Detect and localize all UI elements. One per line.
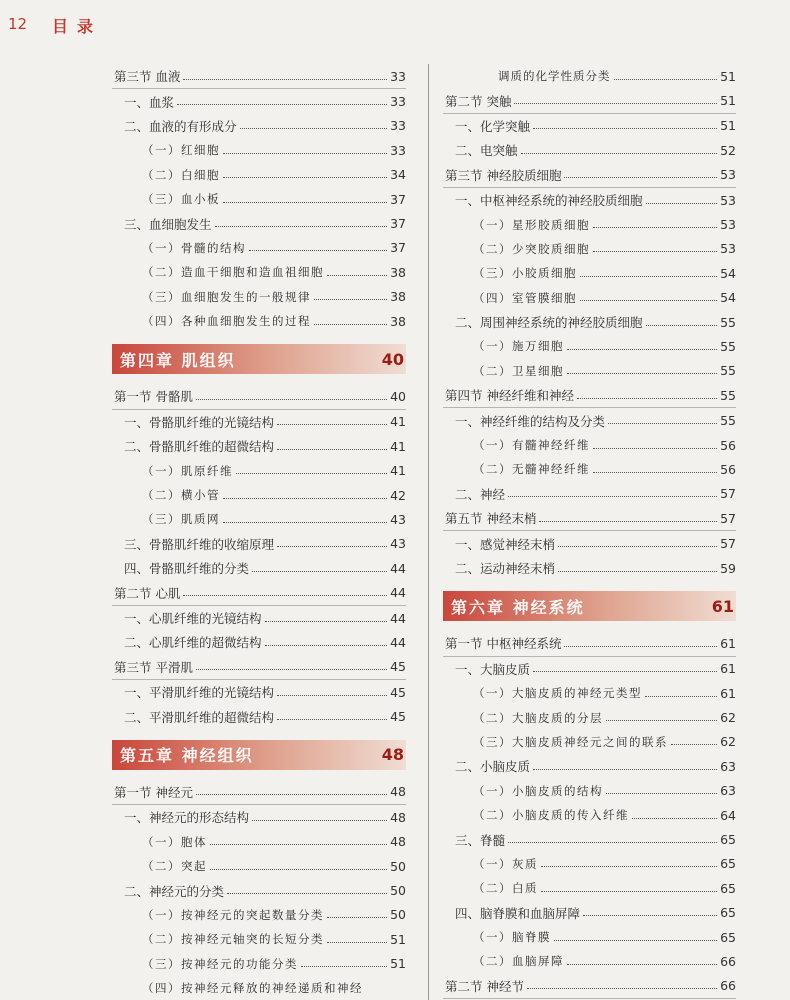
section-entry: [443, 88, 736, 113]
section-entry: [112, 384, 406, 409]
entry-page: 65: [720, 929, 736, 945]
dot-leader: [564, 177, 717, 178]
entry-page: 33: [390, 142, 406, 158]
entry-title: 二、骨骼肌纤维的超微结构: [124, 439, 275, 455]
entry-title: （二）无髓神经纤维: [473, 462, 590, 477]
toc-entry: [443, 705, 736, 729]
entry-page: 59: [720, 560, 736, 576]
dot-leader: [558, 546, 717, 547]
toc-entry: [112, 532, 406, 556]
entry-page: 57: [720, 486, 736, 502]
entry-page: 33: [390, 118, 406, 134]
dot-leader: [632, 818, 717, 819]
entry-page: 34: [390, 167, 406, 183]
entry-page: 62: [720, 710, 736, 726]
entry-title: 二、电突触: [455, 143, 518, 159]
toc-entry: [443, 852, 736, 876]
entry-title: 一、中枢神经系统的神经胶质细胞: [455, 193, 643, 209]
page-number: 12: [8, 15, 28, 33]
dot-leader: [564, 646, 717, 647]
entry-title: 三、脊髓: [455, 832, 506, 848]
entry-title: 二、心肌纤维的超微结构: [124, 635, 262, 651]
dot-leader: [327, 917, 387, 918]
toc-entry: [443, 408, 736, 432]
toc-entry: [112, 89, 406, 113]
toc-entry: [443, 779, 736, 803]
entry-page: 50: [390, 907, 406, 923]
entry-page: 33: [390, 94, 406, 110]
section-entry: [112, 655, 406, 680]
entry-page: 63: [720, 758, 736, 774]
dot-leader: [314, 299, 387, 300]
entry-title: （三）血小板: [142, 192, 220, 207]
entry-title: 第一节 骨骼肌: [114, 389, 193, 405]
toc-entry: [112, 556, 406, 580]
toc-entry: [443, 657, 736, 681]
entry-title: 第一节 神经元: [114, 784, 193, 800]
dot-leader: [608, 423, 717, 424]
entry-title: （二）横小管: [142, 488, 220, 503]
toc-entry: [112, 410, 406, 434]
entry-page: 48: [390, 809, 406, 825]
entry-title: 二、神经元的分类: [124, 883, 225, 899]
dot-leader: [508, 842, 717, 843]
dot-leader: [606, 720, 717, 721]
dot-leader: [327, 275, 387, 276]
dot-leader: [558, 571, 717, 572]
entry-title: （二）小脑皮质的传入纤维: [473, 808, 629, 823]
dot-leader: [177, 104, 387, 105]
toc-entry: [112, 630, 406, 654]
entry-title: 第二节 突触: [445, 93, 512, 109]
dot-leader: [196, 399, 387, 400]
entry-page: 51: [390, 956, 406, 972]
entry-title: （一）骨髓的结构: [142, 240, 246, 255]
section-entry: [112, 780, 406, 805]
chapter-heading: [112, 344, 406, 374]
dot-leader: [223, 522, 387, 523]
toc-entry: [443, 237, 736, 261]
entry-page: 45: [390, 659, 406, 675]
dot-leader: [539, 521, 717, 522]
toc-entry: [443, 138, 736, 162]
entry-page: 41: [390, 463, 406, 479]
toc-entry: [112, 878, 406, 902]
entry-page: 66: [720, 953, 736, 969]
entry-title: 二、血液的有形成分: [124, 118, 237, 134]
page-header: [0, 0, 790, 50]
entry-title: （二）卫星细胞: [473, 363, 564, 378]
entry-page: 55: [720, 387, 736, 403]
dot-leader: [567, 964, 717, 965]
entry-title: 第五节 神经末梢: [445, 511, 537, 527]
dot-leader: [554, 940, 717, 941]
entry-title: （四）室管膜细胞: [473, 290, 577, 305]
entry-title: （四）按神经元释放的神经递质和神经: [142, 981, 363, 996]
entry-title: （二）突起: [142, 859, 207, 874]
entry-title: （三）肌质网: [142, 512, 220, 527]
entry-page: 44: [390, 634, 406, 650]
toc-entry: [443, 261, 736, 285]
entry-title: 三、骨骼肌纤维的收缩原理: [124, 536, 275, 552]
dot-leader: [567, 373, 717, 374]
toc-entry: [443, 876, 736, 900]
toc-entry: [112, 680, 406, 704]
dot-leader: [541, 891, 717, 892]
toc-entry: [443, 188, 736, 212]
toc-entry: [112, 976, 406, 1000]
entry-title: （一）有髓神经纤维: [473, 438, 590, 453]
entry-title: （二）大脑皮质的分层: [473, 710, 603, 725]
entry-title: （四）各种血细胞发生的过程: [142, 314, 311, 329]
entry-page: 37: [390, 216, 406, 232]
entry-page: 57: [720, 536, 736, 552]
column-divider: [428, 64, 429, 1000]
toc-entry: [443, 334, 736, 358]
entry-page: 53: [720, 217, 736, 233]
dot-leader: [327, 942, 387, 943]
toc-entry: [112, 830, 406, 854]
toc-entry: [112, 187, 406, 211]
dot-leader: [580, 276, 717, 277]
entry-title: （一）肌原纤维: [142, 463, 233, 478]
dot-leader: [533, 128, 717, 129]
entry-title: 第三节 血液: [114, 69, 181, 85]
toc-entry: [443, 457, 736, 481]
toc-entry: [443, 482, 736, 506]
entry-page: 53: [720, 167, 736, 183]
entry-page: 41: [390, 414, 406, 430]
dot-leader: [614, 79, 718, 80]
entry-page: 56: [720, 437, 736, 453]
entry-page: 65: [720, 905, 736, 921]
entry-title: 一、血浆: [124, 94, 175, 110]
chapter-title: 第四章 肌组织: [120, 350, 236, 370]
section-entry: [443, 974, 736, 999]
toc-entry: [112, 211, 406, 235]
dot-leader: [533, 671, 717, 672]
toc-entry: [443, 310, 736, 334]
section-entry: [443, 631, 736, 656]
entry-title: 一、平滑肌纤维的光镜结构: [124, 685, 275, 701]
entry-page: 41: [390, 438, 406, 454]
dot-leader: [277, 719, 387, 720]
chapter-page: 40: [381, 349, 404, 369]
toc-entry: [112, 458, 406, 482]
entry-title: 一、心肌纤维的光镜结构: [124, 611, 262, 626]
entry-page: 38: [390, 289, 406, 305]
dot-leader: [593, 227, 717, 228]
dot-leader: [583, 915, 717, 916]
dot-leader: [183, 595, 387, 596]
dot-leader: [210, 869, 387, 870]
chapter-title: 第五章 神经组织: [120, 746, 254, 766]
toc-entry: [112, 285, 406, 309]
entry-title: （二）血脑屏障: [473, 954, 564, 969]
entry-title: 一、大脑皮质: [455, 661, 531, 677]
toc-entry: [443, 730, 736, 754]
toc-entry: [112, 704, 406, 728]
toc-entry: [112, 138, 406, 162]
entry-page: 33: [390, 68, 406, 84]
entry-title: （二）少突胶质细胞: [473, 241, 590, 256]
entry-title: （一）小脑皮质的结构: [473, 783, 603, 798]
toc-entry: [443, 433, 736, 457]
dot-leader: [236, 473, 387, 474]
dot-leader: [265, 645, 388, 646]
entry-page: 50: [390, 858, 406, 874]
toc-entry: [443, 901, 736, 925]
toc-right-column: [443, 64, 736, 999]
entry-title: 四、骨骼肌纤维的分类: [124, 561, 250, 577]
chapter-title: 第六章 神经系统: [451, 597, 585, 617]
section-entry: [443, 383, 736, 408]
dot-leader: [646, 203, 718, 204]
entry-title: 二、平滑肌纤维的超微结构: [124, 709, 275, 725]
dot-leader: [593, 472, 717, 473]
entry-page: 44: [390, 560, 406, 576]
entry-title: 一、神经元的形态结构: [124, 810, 250, 826]
dot-leader: [577, 398, 717, 399]
dot-leader: [277, 695, 387, 696]
entry-title: （一）红细胞: [142, 143, 220, 158]
dot-leader: [196, 669, 387, 670]
entry-page: 48: [390, 834, 406, 850]
toc-entry: [112, 903, 406, 927]
toc-entry: [112, 114, 406, 138]
entry-page: 56: [720, 461, 736, 477]
entry-title: （三）血细胞发生的一般规律: [142, 289, 311, 304]
entry-title: 第二节 神经节: [445, 978, 524, 994]
dot-leader: [606, 793, 717, 794]
entry-page: 37: [390, 240, 406, 256]
entry-page: 61: [720, 661, 736, 677]
dot-leader: [252, 820, 387, 821]
toc-entry: [443, 681, 736, 705]
entry-page: 42: [390, 487, 406, 503]
entry-page: 45: [390, 709, 406, 725]
entry-title: （二）白细胞: [142, 167, 220, 182]
dot-leader: [277, 546, 387, 547]
section-entry: [112, 64, 406, 89]
dot-leader: [514, 103, 717, 104]
dot-leader: [227, 893, 387, 894]
dot-leader: [265, 621, 388, 622]
section-entry: [443, 163, 736, 188]
dot-leader: [277, 424, 387, 425]
entry-title: （三）大脑皮质神经元之间的联系: [473, 734, 668, 749]
entry-title: 二、神经: [455, 486, 506, 502]
toc-entry: [112, 163, 406, 187]
toc-entry: [443, 212, 736, 236]
toc-entry: [112, 952, 406, 976]
entry-page: 55: [720, 314, 736, 330]
entry-title: （一）灰质: [473, 856, 538, 871]
entry-title: 第一节 中枢神经系统: [445, 636, 562, 652]
entry-title: （三）按神经元的功能分类: [142, 956, 298, 971]
entry-page: 51: [390, 931, 406, 947]
entry-page: 38: [390, 313, 406, 329]
chapter-page: 61: [711, 596, 734, 616]
dot-leader: [521, 153, 718, 154]
entry-page: 43: [390, 536, 406, 552]
toc-entry: [112, 805, 406, 829]
entry-title: 第三节 神经胶质细胞: [445, 167, 562, 183]
entry-page: 65: [720, 832, 736, 848]
entry-page: 65: [720, 880, 736, 896]
toc-entry: [112, 927, 406, 951]
toc-entry: [443, 531, 736, 555]
toc-entry: [443, 925, 736, 949]
entry-title: 一、神经纤维的结构及分类: [455, 413, 606, 429]
dot-leader: [223, 177, 387, 178]
dot-leader: [593, 448, 717, 449]
entry-page: 38: [390, 264, 406, 280]
entry-page: 43: [390, 511, 406, 527]
toc-entry: [443, 114, 736, 138]
entry-title: 三、血细胞发生: [124, 216, 212, 232]
entry-title: （一）施万细胞: [473, 339, 564, 354]
chapter-heading: [443, 591, 736, 621]
entry-title: 第三节 平滑肌: [114, 659, 193, 675]
dot-leader: [196, 794, 387, 795]
entry-title: （二）造血干细胞和造血祖细胞: [142, 265, 324, 280]
entry-page: 62: [720, 734, 736, 750]
toc-entry: [443, 286, 736, 310]
entry-title: 二、小脑皮质: [455, 759, 531, 775]
dot-leader: [301, 966, 387, 967]
section-entry: [443, 506, 736, 531]
toc-entry: [112, 483, 406, 507]
dot-leader: [646, 325, 718, 326]
entry-page: 51: [720, 118, 736, 134]
dot-leader: [183, 79, 387, 80]
toc-entry: [443, 64, 736, 88]
section-entry: [112, 580, 406, 605]
entry-title: 二、运动神经末梢: [455, 561, 556, 576]
dot-leader: [277, 449, 387, 450]
entry-title: 第四节 神经纤维和神经: [445, 388, 574, 404]
toc-entry: [112, 507, 406, 531]
entry-title: 第二节 心肌: [114, 585, 181, 601]
toc-left-column: [112, 64, 406, 1000]
chapter-heading: [112, 740, 406, 770]
toc-entry: [112, 260, 406, 284]
dot-leader: [527, 988, 717, 989]
dot-leader: [580, 300, 717, 301]
dot-leader: [240, 128, 388, 129]
entry-page: 65: [720, 856, 736, 872]
dot-leader: [541, 866, 717, 867]
entry-page: 57: [720, 510, 736, 526]
toc-entry: [443, 359, 736, 383]
entry-page: 48: [390, 784, 406, 800]
entry-title: （一）胞体: [142, 834, 207, 849]
dot-leader: [593, 251, 717, 252]
dot-leader: [210, 844, 387, 845]
entry-title: （一）按神经元的突起数量分类: [142, 907, 324, 922]
entry-page: 50: [390, 883, 406, 899]
entry-title: 一、感觉神经末梢: [455, 536, 556, 552]
toc-entry: [112, 434, 406, 458]
toc-entry: [443, 827, 736, 851]
entry-page: 45: [390, 684, 406, 700]
dot-leader: [223, 202, 387, 203]
entry-page: 66: [720, 978, 736, 994]
dot-leader: [567, 349, 717, 350]
entry-page: 51: [720, 68, 736, 84]
entry-page: 55: [720, 363, 736, 379]
entry-title: 调质的化学性质分类: [498, 69, 611, 84]
entry-page: 54: [720, 265, 736, 281]
entry-page: 44: [390, 610, 406, 626]
dot-leader: [252, 571, 387, 572]
entry-title: （三）小胶质细胞: [473, 266, 577, 281]
entry-title: （一）星形胶质细胞: [473, 217, 590, 232]
toc-entry: [112, 606, 406, 630]
entry-title: （一）大脑皮质的神经元类型: [473, 686, 642, 701]
entry-page: 63: [720, 783, 736, 799]
entry-page: 61: [720, 635, 736, 651]
dot-leader: [215, 226, 388, 227]
entry-page: 53: [720, 241, 736, 257]
toc-entry: [443, 556, 736, 580]
toc-entry: [443, 754, 736, 778]
dot-leader: [223, 498, 387, 499]
chapter-page: 48: [381, 745, 404, 765]
entry-page: 55: [720, 338, 736, 354]
dot-leader: [314, 324, 387, 325]
entry-page: 61: [720, 685, 736, 701]
entry-title: （一）脑脊膜: [473, 930, 551, 945]
entry-page: 53: [720, 192, 736, 208]
entry-title: 二、周围神经系统的神经胶质细胞: [455, 315, 643, 331]
entry-page: 37: [390, 191, 406, 207]
entry-page: 52: [720, 142, 736, 158]
entry-title: （二）白质: [473, 881, 538, 896]
entry-title: （二）按神经元轴突的长短分类: [142, 932, 324, 947]
entry-page: 44: [390, 585, 406, 601]
entry-page: 40: [390, 388, 406, 404]
toc-entry: [112, 854, 406, 878]
toc-entry: [112, 309, 406, 333]
dot-leader: [671, 744, 717, 745]
dot-leader: [223, 153, 387, 154]
dot-leader: [645, 696, 717, 697]
entry-title: 四、脑脊膜和血脑屏障: [455, 905, 581, 921]
page-title: 目录: [52, 17, 103, 36]
entry-page: 54: [720, 290, 736, 306]
toc-entry: [112, 236, 406, 260]
dot-leader: [508, 496, 717, 497]
entry-page: 55: [720, 413, 736, 429]
toc-entry: [443, 949, 736, 973]
entry-page: 51: [720, 93, 736, 109]
dot-leader: [533, 769, 717, 770]
dot-leader: [249, 250, 387, 251]
toc-entry: [443, 803, 736, 827]
entry-title: 一、化学突触: [455, 118, 531, 134]
entry-page: 64: [720, 807, 736, 823]
entry-title: 一、骨骼肌纤维的光镜结构: [124, 414, 275, 430]
